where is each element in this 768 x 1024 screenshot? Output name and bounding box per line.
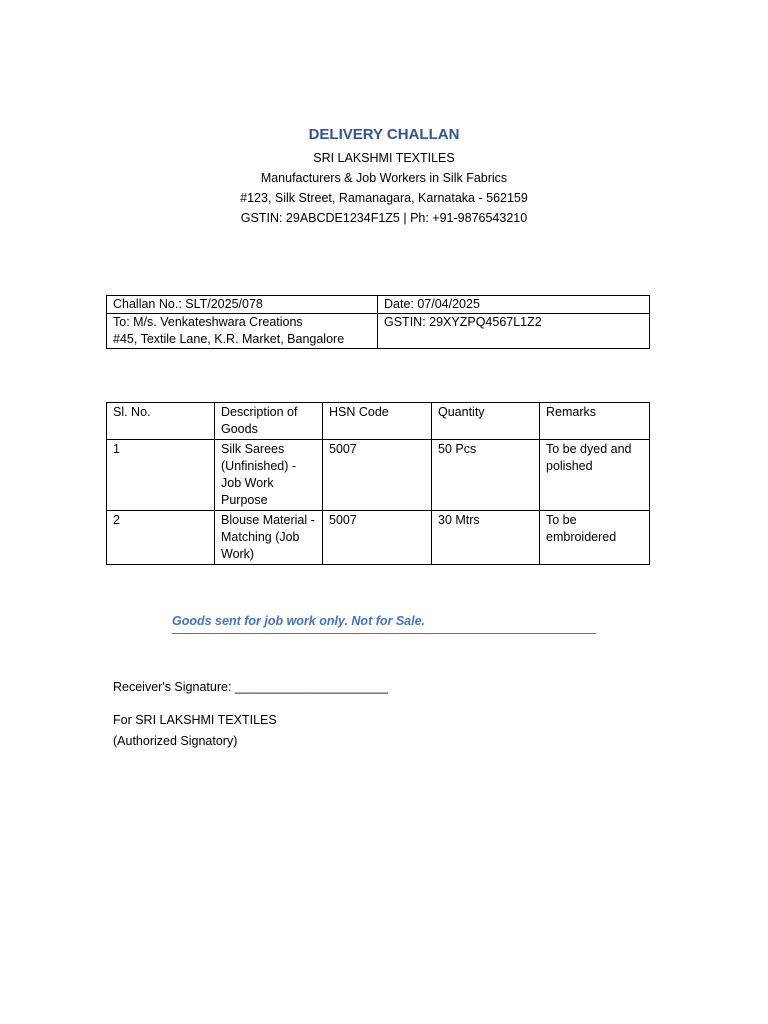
header-hsn-code: HSN Code [323, 403, 432, 440]
company-name: SRI LAKSHMI TEXTILES [313, 151, 455, 165]
for-company-line: For SRI LAKSHMI TEXTILES [113, 713, 277, 727]
header-quantity: Quantity [432, 403, 540, 440]
row-hsn-code: 5007 [323, 440, 432, 511]
recipient-address: #45, Textile Lane, K.R. Market, Bangalore [113, 332, 345, 346]
row-remarks: To be embroidered [540, 511, 650, 565]
row-sl-no: 1 [107, 440, 215, 511]
recipient-cell [107, 314, 378, 349]
table-row [107, 511, 650, 565]
challan-date: Date: 07/04/2025 [378, 296, 650, 314]
row-description: Blouse Material - Matching (Job Work) [215, 511, 323, 565]
job-work-note: Goods sent for job work only. Not for Sale. [172, 614, 596, 634]
recipient-gstin: GSTIN: 29XYZPQ4567L1Z2 [378, 314, 650, 349]
row-hsn-code: 5007 [323, 511, 432, 565]
row-sl-no: 2 [107, 511, 215, 565]
header-sl-no: Sl. No. [107, 403, 215, 440]
table-row [107, 440, 650, 511]
document-title: DELIVERY CHALLAN [308, 126, 460, 143]
challan-number: Challan No.: SLT/2025/078 [107, 296, 378, 314]
goods-header-row [107, 403, 650, 440]
header-remarks: Remarks [540, 403, 650, 440]
authorized-signatory: (Authorized Signatory) [113, 734, 238, 748]
recipient-name: To: M/s. Venkateshwara Creations [113, 315, 303, 329]
row-description: Silk Sarees (Unfinished) - Job Work Purpose [215, 440, 323, 511]
row-remarks: To be dyed and polished [540, 440, 650, 511]
company-tagline: Manufacturers & Job Workers in Silk Fabrics [260, 171, 508, 185]
header-description: Description of Goods [215, 403, 323, 440]
row-quantity: 50 Pcs [432, 440, 540, 511]
goods-table [106, 402, 650, 565]
row-quantity: 30 Mtrs [432, 511, 540, 565]
company-address: #123, Silk Street, Ramanagara, Karnataka - 562159 [240, 191, 528, 205]
company-contact: GSTIN: 29ABCDE1234F1Z5 | Ph: +91-9876543210 [240, 211, 528, 225]
challan-info-table [106, 295, 650, 349]
receiver-signature-line: Receiver's Signature: ______________________ [113, 680, 388, 694]
